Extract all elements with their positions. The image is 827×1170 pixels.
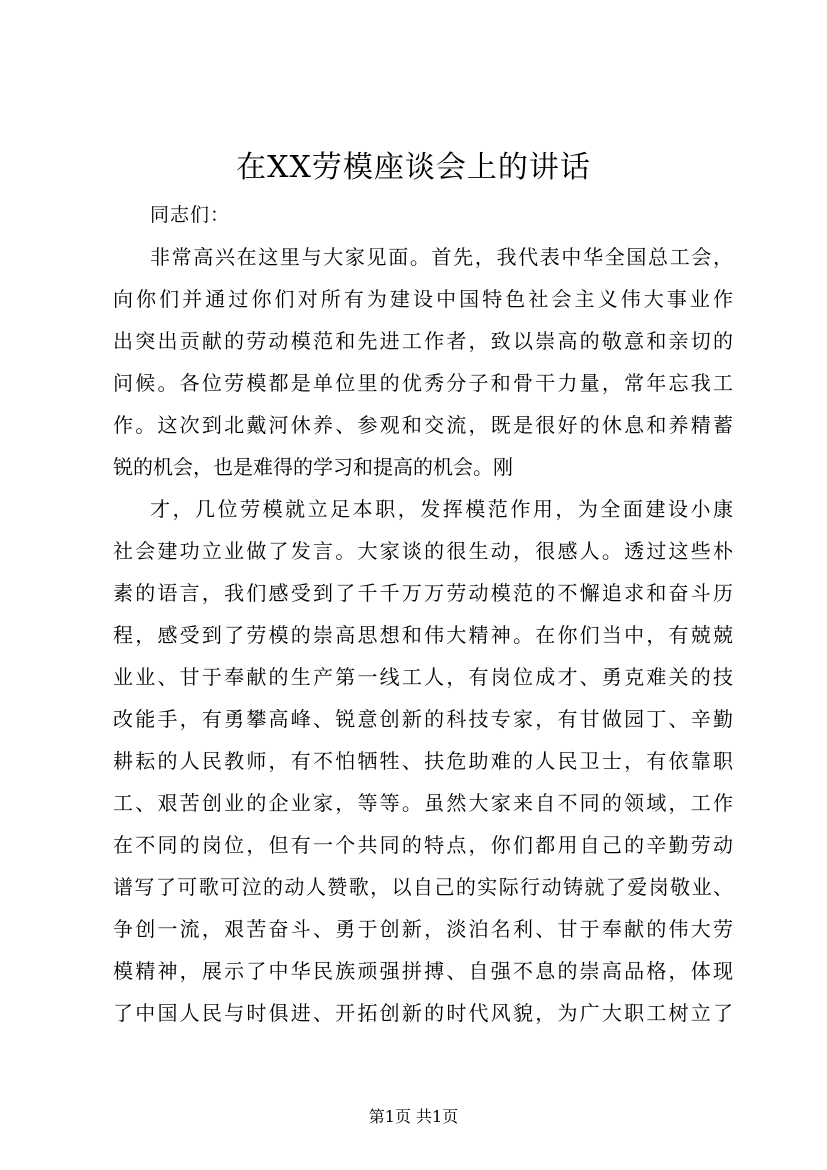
body-line: 耕耘的人民教师，有不怕牺牲、扶危助难的人民卫士，有依靠职 <box>113 749 733 773</box>
body-line: 向你们并通过你们对所有为建设中国特色社会主义伟大事业作 <box>113 287 733 311</box>
body-line: 模精神，展示了中华民族顽强拼搏、自强不息的崇高品格，体现 <box>113 959 733 983</box>
body-line: 争创一流，艰苦奋斗、勇于创新，淡泊名利、甘于奉献的伟大劳 <box>113 917 733 941</box>
document-title: 在XX劳模座谈会上的讲话 <box>236 150 591 185</box>
body-line: 锐的机会，也是难得的学习和提高的机会。刚 <box>113 455 513 479</box>
body-line: 问候。各位劳模都是单位里的优秀分子和骨干力量，常年忘我工 <box>113 371 733 395</box>
body-line: 谱写了可歌可泣的动人赞歌，以自己的实际行动铸就了爱岗敬业、 <box>113 875 733 899</box>
document-body <box>113 236 733 1034</box>
body-line: 才，几位劳模就立足本职，发挥模范作用，为全面建设小康 <box>150 497 733 521</box>
body-line: 出突出贡献的劳动模范和先进工作者，致以崇高的敬意和亲切的 <box>113 329 733 353</box>
salutation: 同志们： <box>150 204 231 226</box>
body-line: 业业、甘于奉献的生产第一线工人，有岗位成才、勇克难关的技 <box>113 665 733 689</box>
body-line: 改能手，有勇攀高峰、锐意创新的科技专家，有甘做园丁、辛勤 <box>113 707 733 731</box>
body-line: 程，感受到了劳模的崇高思想和伟大精神。在你们当中，有兢兢 <box>113 623 733 647</box>
body-line: 素的语言，我们感受到了千千万万劳动模范的不懈追求和奋斗历 <box>113 581 733 605</box>
body-line: 作。这次到北戴河休养、参观和交流，既是很好的休息和养精蓄 <box>113 413 733 437</box>
body-line: 社会建功立业做了发言。大家谈的很生动，很感人。透过这些朴 <box>113 539 733 563</box>
body-line: 了中国人民与时俱进、开拓创新的时代风貌，为广大职工树立了 <box>113 1001 733 1025</box>
body-line: 在不同的岗位，但有一个共同的特点，你们都用自己的辛勤劳动 <box>113 833 733 857</box>
body-line: 工、艰苦创业的企业家，等等。虽然大家来自不同的领域，工作 <box>113 791 733 815</box>
page-footer: 第1页 共1页 <box>368 1107 459 1126</box>
body-line: 非常高兴在这里与大家见面。首先，我代表中华全国总工会， <box>150 245 733 269</box>
